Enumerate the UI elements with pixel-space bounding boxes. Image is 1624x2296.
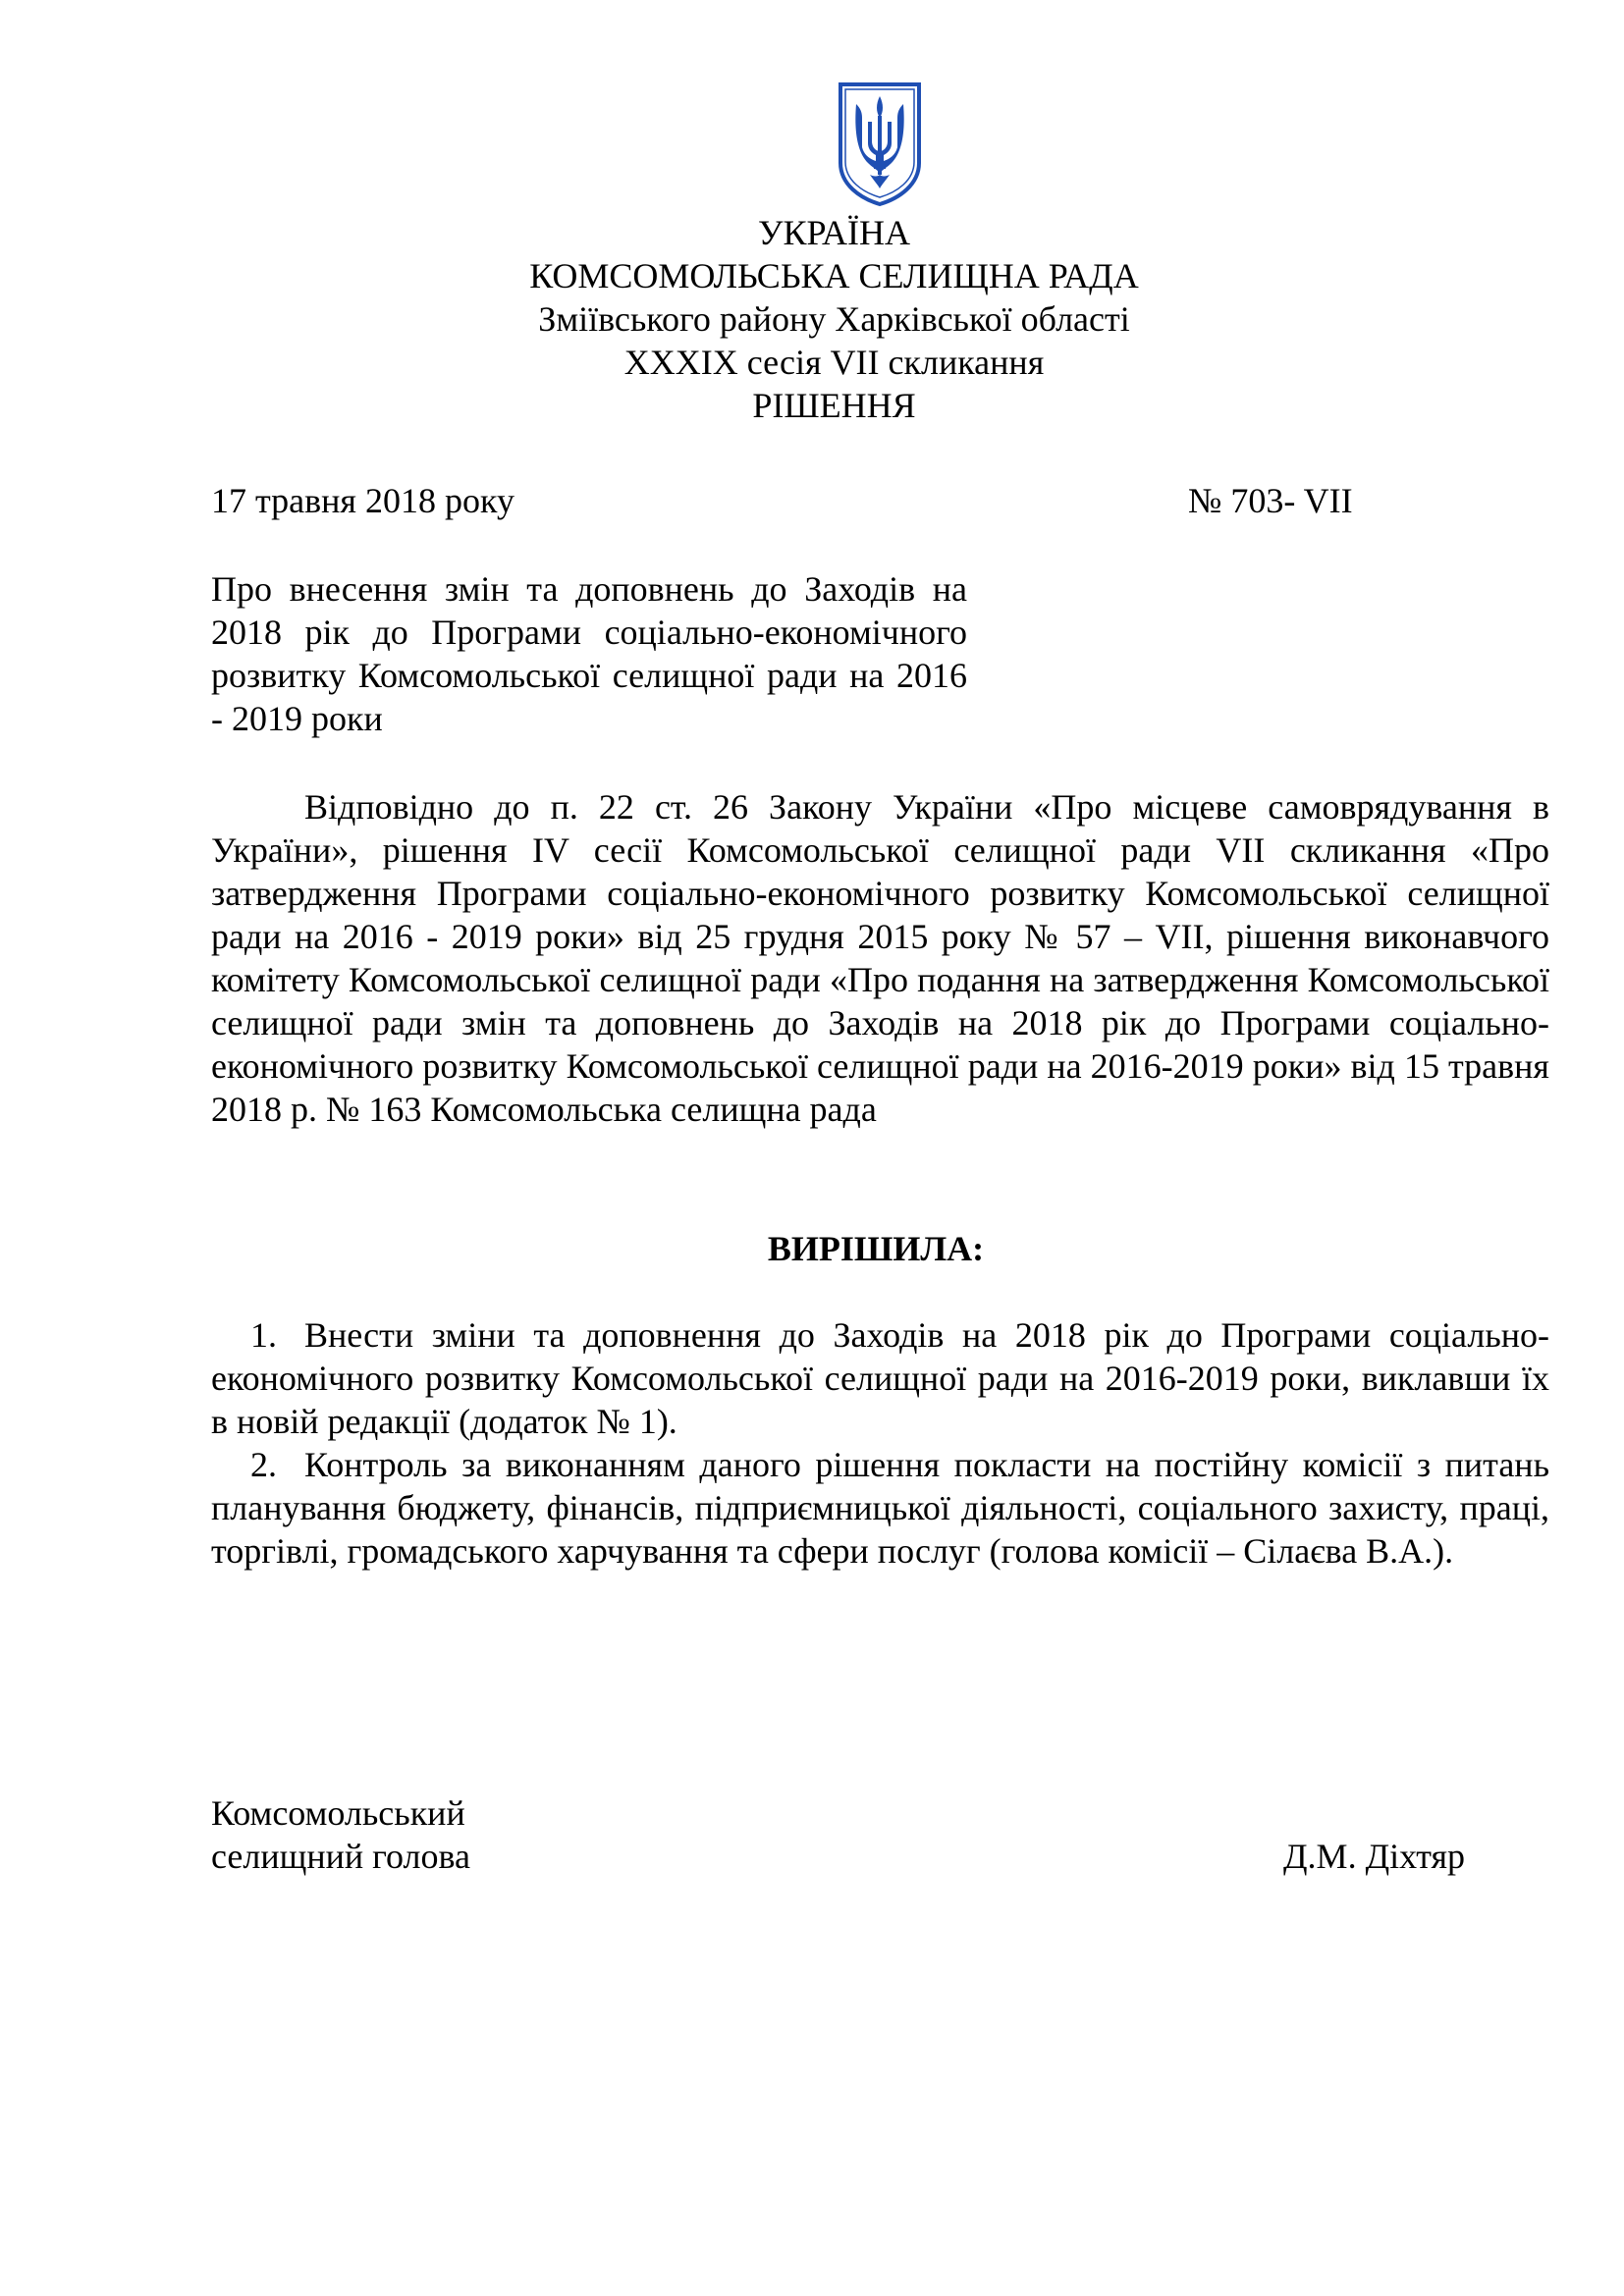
list-item [211,1443,1549,1573]
decision-subject: Про внесення змін та доповнень до Заходів на 2018 рік до Програми соціально-економічного розвитку Комсомольської селищної ради на 2016 - 2019 роки [211,569,967,738]
council-title: КОМСОМОЛЬСЬКА СЕЛИЩНА РАДА [529,256,1139,295]
item-number: 1. [250,1315,277,1355]
signature-block [211,1791,1488,1878]
document-type: РІШЕННЯ [752,386,916,425]
region-subtitle: Зміївського району Харківської області [538,299,1130,339]
decision-items [211,1313,1549,1573]
preamble-paragraph: Відповідно до п. 22 ст. 26 Закону України «Про місцеве самоврядування в України», рішення IV сесії Комсомольської селищної ради VII скликання «Про затвердження Програми соціально-економічного розвитку Комсомольської селищної ради на 2016 - 2019 роки» від 25 грудня 2015 року № 57 – VII, рішення виконавчого комітету Комсомольської селищної ради «Про подання на затвердження Комсомольської селищної ради змін та доповнень до Заходів на 2018 рік до Програми соціально-економічного розвитку Комсомольської селищної ради на 2016-2019 роки» від 15 травня 2018 р. № 163 Комсомольська селищна рада [211,787,1549,1129]
signatory-name: Д.М. Діхтяр [1283,1837,1466,1876]
country-title: УКРАЇНА [758,213,910,252]
trident-coat-of-arms-icon [835,79,925,208]
list-item [211,1313,1549,1443]
signatory-position-line2: селищний голова [211,1837,471,1876]
item-number: 2. [250,1445,277,1484]
session-subtitle: XXXIX сесія VII скликання [623,343,1045,382]
signatory-position-line1: Комсомольський [211,1793,465,1833]
item-text: Внести зміни та доповнення до Заходів на 2018 рік до Програми соціально-економічного розвитку Комсомольської селищної ради на 2016-2019 роки, виклавши їх в новій редакції (додаток № 1). [211,1315,1549,1441]
document-header [0,211,1624,427]
decision-date: 17 травня 2018 року [211,481,514,520]
decision-number: № 703- VII [1188,481,1353,520]
item-text: Контроль за виконанням даного рішення покласти на постійну комісії з питань планування бюджету, фінансів, підприємницької діяльності, соціального захисту, праці, торгівлі, громадського харчування та сфери послуг (голова комісії – Сілаєва В.А.). [211,1445,1549,1571]
decided-heading: ВИРІШИЛА: [767,1229,985,1268]
